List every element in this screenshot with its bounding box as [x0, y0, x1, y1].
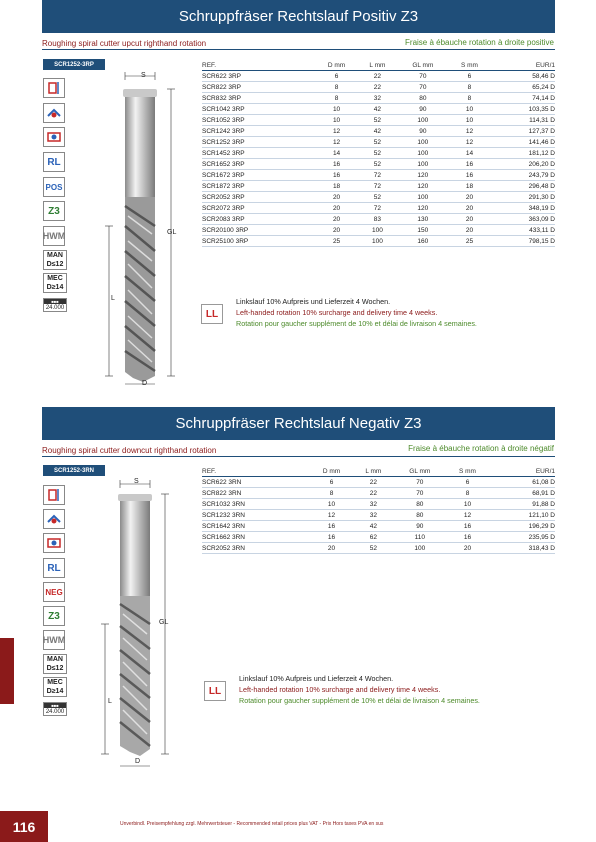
dim-d-label: D — [135, 758, 141, 765]
table-row — [202, 543, 555, 554]
spec-table — [202, 60, 555, 247]
negative-helix-icon: NEG — [43, 582, 65, 602]
table-cell: 196,29 D — [489, 521, 555, 532]
note-german: Linkslauf 10% Aufpreis und Lieferzeit 4 Wochen. — [239, 674, 394, 683]
table-cell: 6 — [315, 71, 357, 82]
table-cell: 42 — [353, 521, 393, 532]
table-cell: SCR622 3RP — [202, 71, 315, 82]
left-hand-ll-icon: LL — [204, 681, 226, 701]
column-header: L mm — [353, 466, 393, 477]
table-cell: SCR1232 3RN — [202, 510, 310, 521]
table-cell: 100 — [358, 225, 397, 236]
table-cell: SCR1042 3RP — [202, 104, 315, 115]
table-cell: 25 — [315, 236, 357, 247]
table-cell: 20 — [449, 214, 491, 225]
table-row — [202, 510, 555, 521]
table-cell: SCR1032 3RN — [202, 499, 310, 510]
table-cell: 100 — [393, 543, 446, 554]
table-cell: 8 — [310, 488, 353, 499]
subtitle-divider — [42, 456, 555, 457]
flutes-z3-icon: Z3 — [43, 201, 65, 221]
mec-label: MEC — [47, 275, 63, 282]
table-cell: 16 — [310, 532, 353, 543]
table-cell: 433,11 D — [490, 225, 555, 236]
table-cell: 12 — [310, 510, 353, 521]
table-cell: 103,35 D — [490, 104, 555, 115]
table-cell: 62 — [353, 532, 393, 543]
table-cell: 80 — [393, 499, 446, 510]
table-cell: 296,48 D — [490, 181, 555, 192]
table-cell: 8 — [446, 488, 489, 499]
table-cell: 65,24 D — [490, 82, 555, 93]
table-cell: 16 — [315, 159, 357, 170]
table-cell: 22 — [358, 71, 397, 82]
mechanical-feed-badge — [43, 677, 67, 697]
table-cell: 100 — [397, 148, 449, 159]
table-row — [202, 159, 555, 170]
manual-feed-badge — [43, 250, 67, 270]
hand-feed-icon — [43, 103, 65, 123]
mec-value: D≥14 — [46, 688, 64, 695]
table-cell: SCR1672 3RP — [202, 170, 315, 181]
table-cell: 127,37 D — [490, 126, 555, 137]
carbide-hwm-icon: HWM — [43, 226, 65, 246]
dim-l-label: L — [111, 295, 115, 302]
dim-gl-label: GL — [167, 229, 177, 236]
spindle-speed-icon — [43, 78, 65, 98]
table-cell: 206,20 D — [490, 159, 555, 170]
table-row — [202, 71, 555, 82]
table-cell: 70 — [393, 488, 446, 499]
column-header: D mm — [315, 60, 357, 71]
footer-price-note: Unverbindl. Preisempfehlung zzgl. Mehrwertsteuer - Recommended retail prices plus VAT - Prix Hors taxes PVA en sus — [120, 821, 384, 827]
table-cell: 348,19 D — [490, 203, 555, 214]
cutter-drawing — [95, 474, 195, 774]
left-hand-ll-icon: LL — [201, 304, 223, 324]
mec-value: D≥14 — [46, 284, 64, 291]
column-header: REF. — [202, 60, 315, 71]
table-cell: 32 — [353, 499, 393, 510]
table-cell: 130 — [397, 214, 449, 225]
table-cell: 16 — [449, 159, 491, 170]
man-value: D≤12 — [46, 665, 64, 672]
table-cell: 20 — [449, 225, 491, 236]
rpm-icon: ■■■ — [44, 299, 66, 304]
table-row — [202, 225, 555, 236]
table-row — [202, 181, 555, 192]
table-cell: 160 — [397, 236, 449, 247]
table-cell: 52 — [358, 137, 397, 148]
section-title: Schruppfräser Rechtslauf Positiv Z3 — [42, 0, 555, 33]
table-cell: 68,91 D — [489, 488, 555, 499]
man-value: D≤12 — [46, 261, 64, 268]
table-cell: 22 — [358, 82, 397, 93]
table-cell: 70 — [397, 71, 449, 82]
dim-s-label: S — [141, 72, 146, 79]
table-cell: 291,30 D — [490, 192, 555, 203]
positive-helix-icon: POS — [43, 177, 65, 197]
table-row — [202, 521, 555, 532]
table-cell: 12 — [315, 137, 357, 148]
table-cell: 32 — [353, 510, 393, 521]
table-cell: 114,31 D — [490, 115, 555, 126]
column-header: GL mm — [397, 60, 449, 71]
spec-table — [202, 466, 555, 554]
table-row — [202, 499, 555, 510]
table-cell: SCR1242 3RP — [202, 126, 315, 137]
table-cell: 25 — [449, 236, 491, 247]
table-cell: 20 — [449, 203, 491, 214]
table-row — [202, 93, 555, 104]
table-header-row — [202, 60, 555, 71]
table-cell: SCR622 3RN — [202, 477, 310, 488]
table-cell: 90 — [397, 126, 449, 137]
table-cell: 70 — [393, 477, 446, 488]
table-cell: 363,09 D — [490, 214, 555, 225]
table-cell: 20 — [310, 543, 353, 554]
table-cell: 16 — [446, 521, 489, 532]
table-row — [202, 82, 555, 93]
table-cell: 16 — [315, 170, 357, 181]
mec-label: MEC — [47, 679, 63, 686]
column-header: GL mm — [393, 466, 446, 477]
table-cell: 83 — [358, 214, 397, 225]
table-cell: 20 — [315, 225, 357, 236]
spindle-speed-icon — [43, 485, 65, 505]
table-cell: 120 — [397, 203, 449, 214]
table-cell: 100 — [397, 159, 449, 170]
table-cell: 72 — [358, 181, 397, 192]
rpm-value: 24.000 — [45, 709, 65, 715]
table-cell: 20 — [449, 192, 491, 203]
table-cell: 61,08 D — [489, 477, 555, 488]
note-english: Left-handed rotation 10% surcharge and delivery time 4 weeks. — [239, 685, 441, 694]
table-cell: 10 — [310, 499, 353, 510]
table-cell: 10 — [449, 115, 491, 126]
table-cell: 798,15 D — [490, 236, 555, 247]
table-row — [202, 488, 555, 499]
table-cell: 100 — [397, 137, 449, 148]
machine-feed-icon — [43, 127, 65, 147]
column-header: REF. — [202, 466, 310, 477]
table-cell: 6 — [446, 477, 489, 488]
table-cell: SCR1052 3RP — [202, 115, 315, 126]
table-cell: 32 — [358, 93, 397, 104]
table-cell: 12 — [446, 510, 489, 521]
table-row — [202, 532, 555, 543]
rotation-rl-icon: RL — [43, 152, 65, 172]
table-cell: SCR2052 3RP — [202, 192, 315, 203]
column-header: S mm — [446, 466, 489, 477]
table-cell: 72 — [358, 203, 397, 214]
note-german: Linkslauf 10% Aufpreis und Lieferzeit 4 Wochen. — [236, 297, 391, 306]
table-cell: 235,95 D — [489, 532, 555, 543]
table-cell: 20 — [315, 192, 357, 203]
table-header-row — [202, 466, 555, 477]
dim-d-label: D — [142, 380, 148, 387]
left-hand-note — [239, 673, 480, 706]
table-cell: 16 — [449, 170, 491, 181]
carbide-hwm-icon: HWM — [43, 630, 65, 650]
man-label: MAN — [47, 656, 63, 663]
table-cell: 80 — [393, 510, 446, 521]
table-cell: 18 — [315, 181, 357, 192]
rotation-rl-icon: RL — [43, 558, 65, 578]
rpm-icon: ■■■ — [44, 703, 66, 708]
table-cell: 10 — [315, 115, 357, 126]
table-cell: 12 — [315, 126, 357, 137]
table-cell: 100 — [397, 115, 449, 126]
table-row — [202, 148, 555, 159]
table-cell: SCR1252 3RP — [202, 137, 315, 148]
table-cell: SCR1662 3RN — [202, 532, 310, 543]
table-row — [202, 203, 555, 214]
rpm-badge — [43, 702, 67, 716]
table-cell: 42 — [358, 104, 397, 115]
table-cell: 8 — [315, 93, 357, 104]
table-cell: 141,46 D — [490, 137, 555, 148]
table-cell: 74,14 D — [490, 93, 555, 104]
table-cell: 8 — [449, 82, 491, 93]
left-hand-note — [236, 296, 477, 329]
machine-feed-icon — [43, 533, 65, 553]
table-cell: 10 — [446, 499, 489, 510]
series-code: SCR1252-3RN — [43, 465, 105, 476]
table-cell: SCR1452 3RP — [202, 148, 315, 159]
table-row — [202, 214, 555, 225]
table-cell: 10 — [449, 104, 491, 115]
table-cell: 8 — [449, 93, 491, 104]
table-cell: 20 — [446, 543, 489, 554]
column-header: EUR/1 — [489, 466, 555, 477]
note-french: Rotation pour gaucher supplément de 10% et délai de livraison 4 semaines. — [236, 319, 477, 328]
note-english: Left-handed rotation 10% surcharge and delivery time 4 weeks. — [236, 308, 438, 317]
table-cell: SCR1642 3RN — [202, 521, 310, 532]
table-cell: 18 — [449, 181, 491, 192]
subtitle-english: Roughing spiral cutter downcut righthand rotation — [42, 446, 217, 455]
table-cell: SCR822 3RP — [202, 82, 315, 93]
table-cell: 52 — [358, 115, 397, 126]
table-cell: 6 — [310, 477, 353, 488]
table-cell: 22 — [353, 488, 393, 499]
column-header: D mm — [310, 466, 353, 477]
table-cell: 110 — [393, 532, 446, 543]
table-cell: 58,46 D — [490, 71, 555, 82]
cutter-drawing — [95, 66, 195, 386]
flutes-z3-icon: Z3 — [43, 606, 65, 626]
table-row — [202, 477, 555, 488]
table-cell: 150 — [397, 225, 449, 236]
subtitle-divider — [42, 49, 555, 50]
table-cell: 16 — [310, 521, 353, 532]
table-cell: 100 — [358, 236, 397, 247]
table-cell: 22 — [353, 477, 393, 488]
table-cell: SCR20100 3RP — [202, 225, 315, 236]
rpm-badge — [43, 298, 67, 312]
table-cell: 20 — [315, 214, 357, 225]
table-cell: 100 — [397, 192, 449, 203]
table-row — [202, 115, 555, 126]
table-cell: SCR2052 3RN — [202, 543, 310, 554]
man-label: MAN — [47, 252, 63, 259]
table-cell: SCR1652 3RP — [202, 159, 315, 170]
table-cell: 52 — [358, 148, 397, 159]
table-cell: 14 — [449, 148, 491, 159]
table-cell: SCR1872 3RP — [202, 181, 315, 192]
table-cell: SCR25100 3RP — [202, 236, 315, 247]
table-cell: 70 — [397, 82, 449, 93]
page-number: 116 — [0, 811, 48, 842]
table-row — [202, 170, 555, 181]
subtitle-english: Roughing spiral cutter upcut righthand rotation — [42, 39, 207, 48]
table-cell: 181,12 D — [490, 148, 555, 159]
table-cell: 20 — [315, 203, 357, 214]
table-cell: 14 — [315, 148, 357, 159]
table-cell: 91,88 D — [489, 499, 555, 510]
manual-feed-badge — [43, 654, 67, 674]
dim-l-label: L — [108, 698, 112, 705]
table-cell: 12 — [449, 126, 491, 137]
table-cell: 12 — [449, 137, 491, 148]
table-cell: 243,79 D — [490, 170, 555, 181]
table-row — [202, 192, 555, 203]
subtitle-french: Fraise à ébauche rotation à droite négatif — [408, 444, 554, 453]
series-code: SCR1252-3RP — [43, 59, 105, 70]
table-cell: 72 — [358, 170, 397, 181]
table-cell: 42 — [358, 126, 397, 137]
table-cell: 80 — [397, 93, 449, 104]
dim-s-label: S — [134, 478, 139, 485]
table-cell: 318,43 D — [489, 543, 555, 554]
table-row — [202, 126, 555, 137]
table-cell: SCR2072 3RP — [202, 203, 315, 214]
table-cell: 52 — [358, 159, 397, 170]
table-cell: 16 — [446, 532, 489, 543]
table-cell: 90 — [393, 521, 446, 532]
table-cell: 120 — [397, 170, 449, 181]
column-header: S mm — [449, 60, 491, 71]
table-cell: 52 — [358, 192, 397, 203]
dim-gl-label: GL — [159, 619, 169, 626]
table-cell: 120 — [397, 181, 449, 192]
table-row — [202, 104, 555, 115]
table-cell: SCR832 3RP — [202, 93, 315, 104]
mechanical-feed-badge — [43, 273, 67, 293]
table-cell: SCR822 3RN — [202, 488, 310, 499]
rpm-value: 24.000 — [45, 305, 65, 311]
table-cell: 8 — [315, 82, 357, 93]
table-cell: SCR2083 3RP — [202, 214, 315, 225]
column-header: EUR/1 — [490, 60, 555, 71]
table-cell: 90 — [397, 104, 449, 115]
table-cell: 10 — [315, 104, 357, 115]
section-title: Schruppfräser Rechtslauf Negativ Z3 — [42, 407, 555, 440]
note-french: Rotation pour gaucher supplément de 10% et délai de livraison 4 semaines. — [239, 696, 480, 705]
table-cell: 52 — [353, 543, 393, 554]
table-row — [202, 137, 555, 148]
table-row — [202, 236, 555, 247]
table-cell: 121,10 D — [489, 510, 555, 521]
hand-feed-icon — [43, 509, 65, 529]
subtitle-french: Fraise à ébauche rotation à droite positive — [405, 38, 554, 47]
side-tab-marker — [0, 638, 14, 704]
table-cell: 6 — [449, 71, 491, 82]
column-header: L mm — [358, 60, 397, 71]
